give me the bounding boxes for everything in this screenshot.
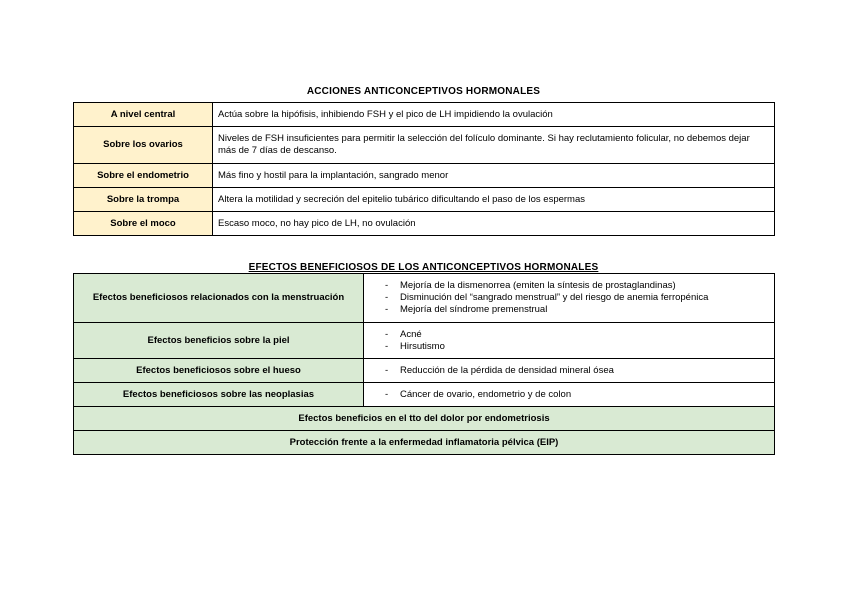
list-item: - Reducción de la pérdida de densidad mineral ósea [382, 365, 769, 377]
table-row [74, 431, 775, 455]
actions-table [73, 102, 775, 236]
effect-label: Efectos beneficiosos relacionados con la menstruación [74, 274, 364, 323]
effect-label: Efectos beneficiosos sobre el hueso [74, 359, 364, 383]
effects-table-title: EFECTOS BENEFICIOSOS DE LOS ANTICONCEPTIVOS HORMONALES [248, 262, 599, 273]
list-item: - Hirsutismo [382, 341, 769, 353]
table-row [74, 323, 775, 359]
effect-list [364, 359, 775, 383]
row-description: Niveles de FSH insuficientes para permitir la selección del folículo dominante. Si hay reclutamiento folicular, no debemos dejar más de 7 días de descanso. [213, 127, 775, 164]
table-row [74, 164, 775, 188]
table-row [74, 359, 775, 383]
row-label: Sobre el moco [74, 212, 213, 236]
list-item: - Disminución del “sangrado menstrual” y del riesgo de anemia ferropénica [382, 292, 769, 304]
effect-list [364, 323, 775, 359]
table-row [74, 212, 775, 236]
row-label: A nivel central [74, 103, 213, 127]
effect-label: Efectos beneficios sobre la piel [74, 323, 364, 359]
list-item: - Mejoría del síndrome premenstrual [382, 304, 769, 316]
row-description: Más fino y hostil para la implantación, sangrado menor [213, 164, 775, 188]
full-width-effect: Efectos beneficios en el tto del dolor por endometriosis [74, 407, 775, 431]
row-label: Sobre el endometrio [74, 164, 213, 188]
table-row [74, 407, 775, 431]
list-item: - Acné [382, 329, 769, 341]
table-row [74, 103, 775, 127]
list-item: - Cáncer de ovario, endometrio y de colon [382, 389, 769, 401]
row-description: Altera la motilidad y secreción del epitelio tubárico dificultando el paso de los espermas [213, 188, 775, 212]
full-width-effect: Protección frente a la enfermedad inflamatoria pélvica (EIP) [74, 431, 775, 455]
row-description: Actúa sobre la hipófisis, inhibiendo FSH y el pico de LH impidiendo la ovulación [213, 103, 775, 127]
effects-table [73, 273, 775, 455]
list-item: - Mejoría de la dismenorrea (emiten la síntesis de prostaglandinas) [382, 280, 769, 292]
table-row [74, 274, 775, 323]
row-label: Sobre los ovarios [74, 127, 213, 164]
table-row [74, 127, 775, 164]
effect-list [364, 383, 775, 407]
table-row [74, 188, 775, 212]
row-description: Escaso moco, no hay pico de LH, no ovulación [213, 212, 775, 236]
effect-list [364, 274, 775, 323]
row-label: Sobre la trompa [74, 188, 213, 212]
effect-label: Efectos beneficiosos sobre las neoplasias [74, 383, 364, 407]
actions-table-title: ACCIONES ANTICONCEPTIVOS HORMONALES [306, 86, 541, 97]
table-row [74, 383, 775, 407]
